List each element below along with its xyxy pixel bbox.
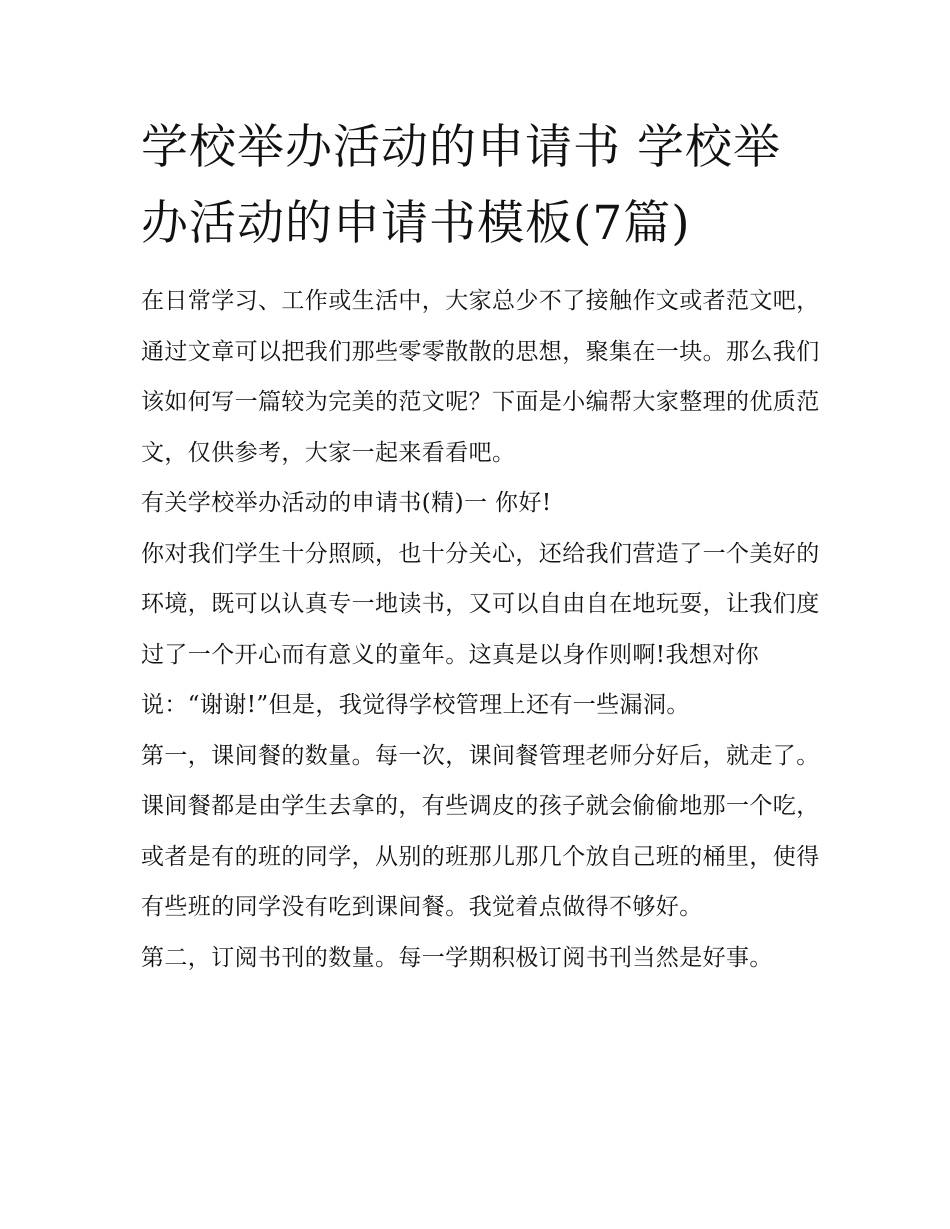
paragraph-intro: 在日常学习、工作或生活中，大家总少不了接触作文或者范文吧，通过文章可以把我们那些零零散散的思想，聚集在一块。那么我们该如何写一篇较为完美的范文呢？下面是小编帮大家整理的优质范文，仅供参考，大家一起来看看吧。 (141, 288, 820, 466)
paragraph-heading-1: 有关学校举办活动的申请书(精)一 你好! (141, 490, 552, 516)
document-title: 学校举办活动的申请书 学校举办活动的申请书模板(7篇) (141, 120, 781, 251)
document-page (141, 110, 821, 983)
paragraph-thanks: 你对我们学生十分照顾，也十分关心，还给我们营造了一个美好的环境，既可以认真专一地读书，又可以自由自在地玩耍，让我们度过了一个开心而有意义的童年。这真是以身作则啊!我想对你说：“谢谢!”但是，我觉得学校管理上还有一些漏洞。 (141, 540, 820, 718)
document-body (141, 276, 821, 983)
paragraph-point-2: 第二，订阅书刊的数量。每一学期积极订阅书刊当然是好事。 (141, 944, 773, 971)
paragraph-point-1: 第一，课间餐的数量。每一次，课间餐管理老师分好后，就走了。课间餐都是由学生去拿的，有些调皮的孩子就会偷偷地那一个吃，或者是有的班的同学，从别的班那儿那几个放自己班的桶里，使得有些班的同学没有吃到课间餐。我觉着点做得不够好。 (141, 742, 820, 920)
